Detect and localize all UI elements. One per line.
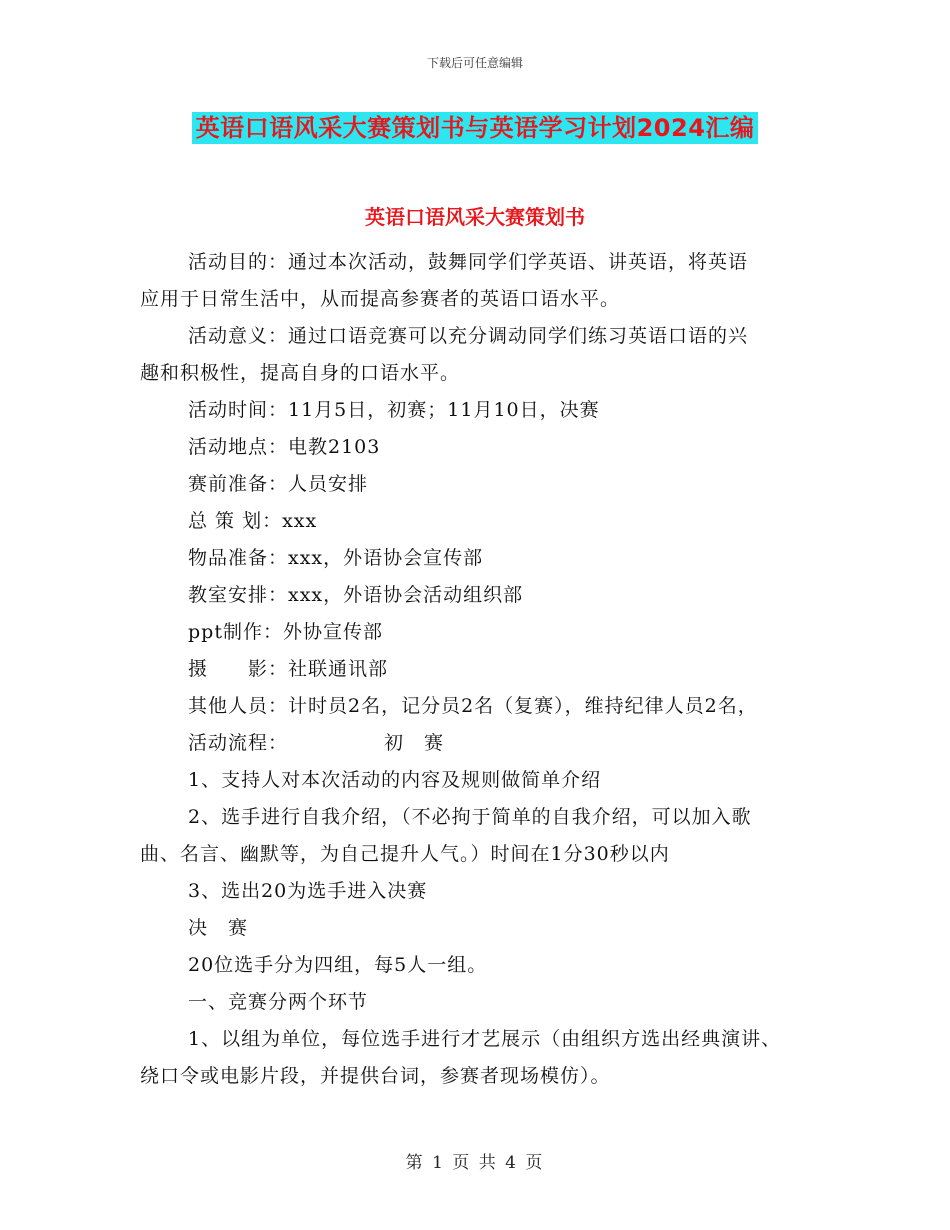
prelim-step-2-line1: 2、选手进行自我介绍，（不必拘于简单的自我介绍，可以加入歌 <box>188 806 752 828</box>
other-staff: 其他人员：计时员2名，记分员2名（复赛），维持纪律人员2名， <box>188 695 758 717</box>
final-step-1-line2: 绕口令或电影片段，并提供台词，参赛者现场模仿）。 <box>140 1065 611 1087</box>
final-label: 决 赛 <box>188 917 249 939</box>
materials-preparation: 物品准备：xxx，外语协会宣传部 <box>188 547 484 569</box>
prelim-step-2-line2: 曲、名言、幽默等，为自己提升人气。）时间在1分30秒以内 <box>140 843 670 865</box>
activity-time: 活动时间：11月5日，初赛；11月10日，决赛 <box>188 399 600 421</box>
final-groups: 20位选手分为四组，每5人一组。 <box>188 954 488 976</box>
photography: 摄 影：社联通讯部 <box>188 658 389 680</box>
classroom-arrangement: 教室安排：xxx，外语协会活动组织部 <box>188 584 524 606</box>
page-number-footer: 第 1 页 共 4 页 <box>405 1153 545 1173</box>
activity-flow <box>140 725 820 762</box>
activity-location: 活动地点：电教2103 <box>188 436 381 458</box>
final-section-one: 一、竞赛分两个环节 <box>188 991 369 1013</box>
document-title-text: 英语口语风采大赛策划书与英语学习计划2024汇编 <box>192 112 759 144</box>
ppt-production: ppt制作：外协宣传部 <box>188 621 383 643</box>
prelim-step-3: 3、选出20为选手进入决赛 <box>188 880 428 902</box>
section-title: 英语口语风采大赛策划书 <box>365 205 585 229</box>
document-body <box>140 244 820 1095</box>
paragraph-purpose-line2: 应用于日常生活中，从而提高参赛者的英语口语水平。 <box>140 288 621 310</box>
chief-planner: 总 策 划：xxx <box>188 510 318 532</box>
page-header-note: 下载后可任意编辑 <box>426 56 523 70</box>
paragraph-purpose-line1: 活动目的：通过本次活动，鼓舞同学们学英语、讲英语，将英语 <box>188 251 749 273</box>
document-title <box>0 112 950 144</box>
preparation: 赛前准备：人员安排 <box>188 473 369 495</box>
paragraph-meaning-line1: 活动意义：通过口语竞赛可以充分调动同学们练习英语口语的兴 <box>188 325 749 347</box>
prelim-step-1: 1、支持人对本次活动的内容及规则做简单介绍 <box>188 769 602 791</box>
activity-flow-label: 活动流程： <box>188 732 289 754</box>
preliminary-label: 初 赛 <box>384 732 445 754</box>
final-step-1-line1: 1、以组为单位，每位选手进行才艺展示（由组织方选出经典演讲、 <box>188 1028 782 1050</box>
paragraph-meaning-line2: 趣和积极性，提高自身的口语水平。 <box>140 362 461 384</box>
